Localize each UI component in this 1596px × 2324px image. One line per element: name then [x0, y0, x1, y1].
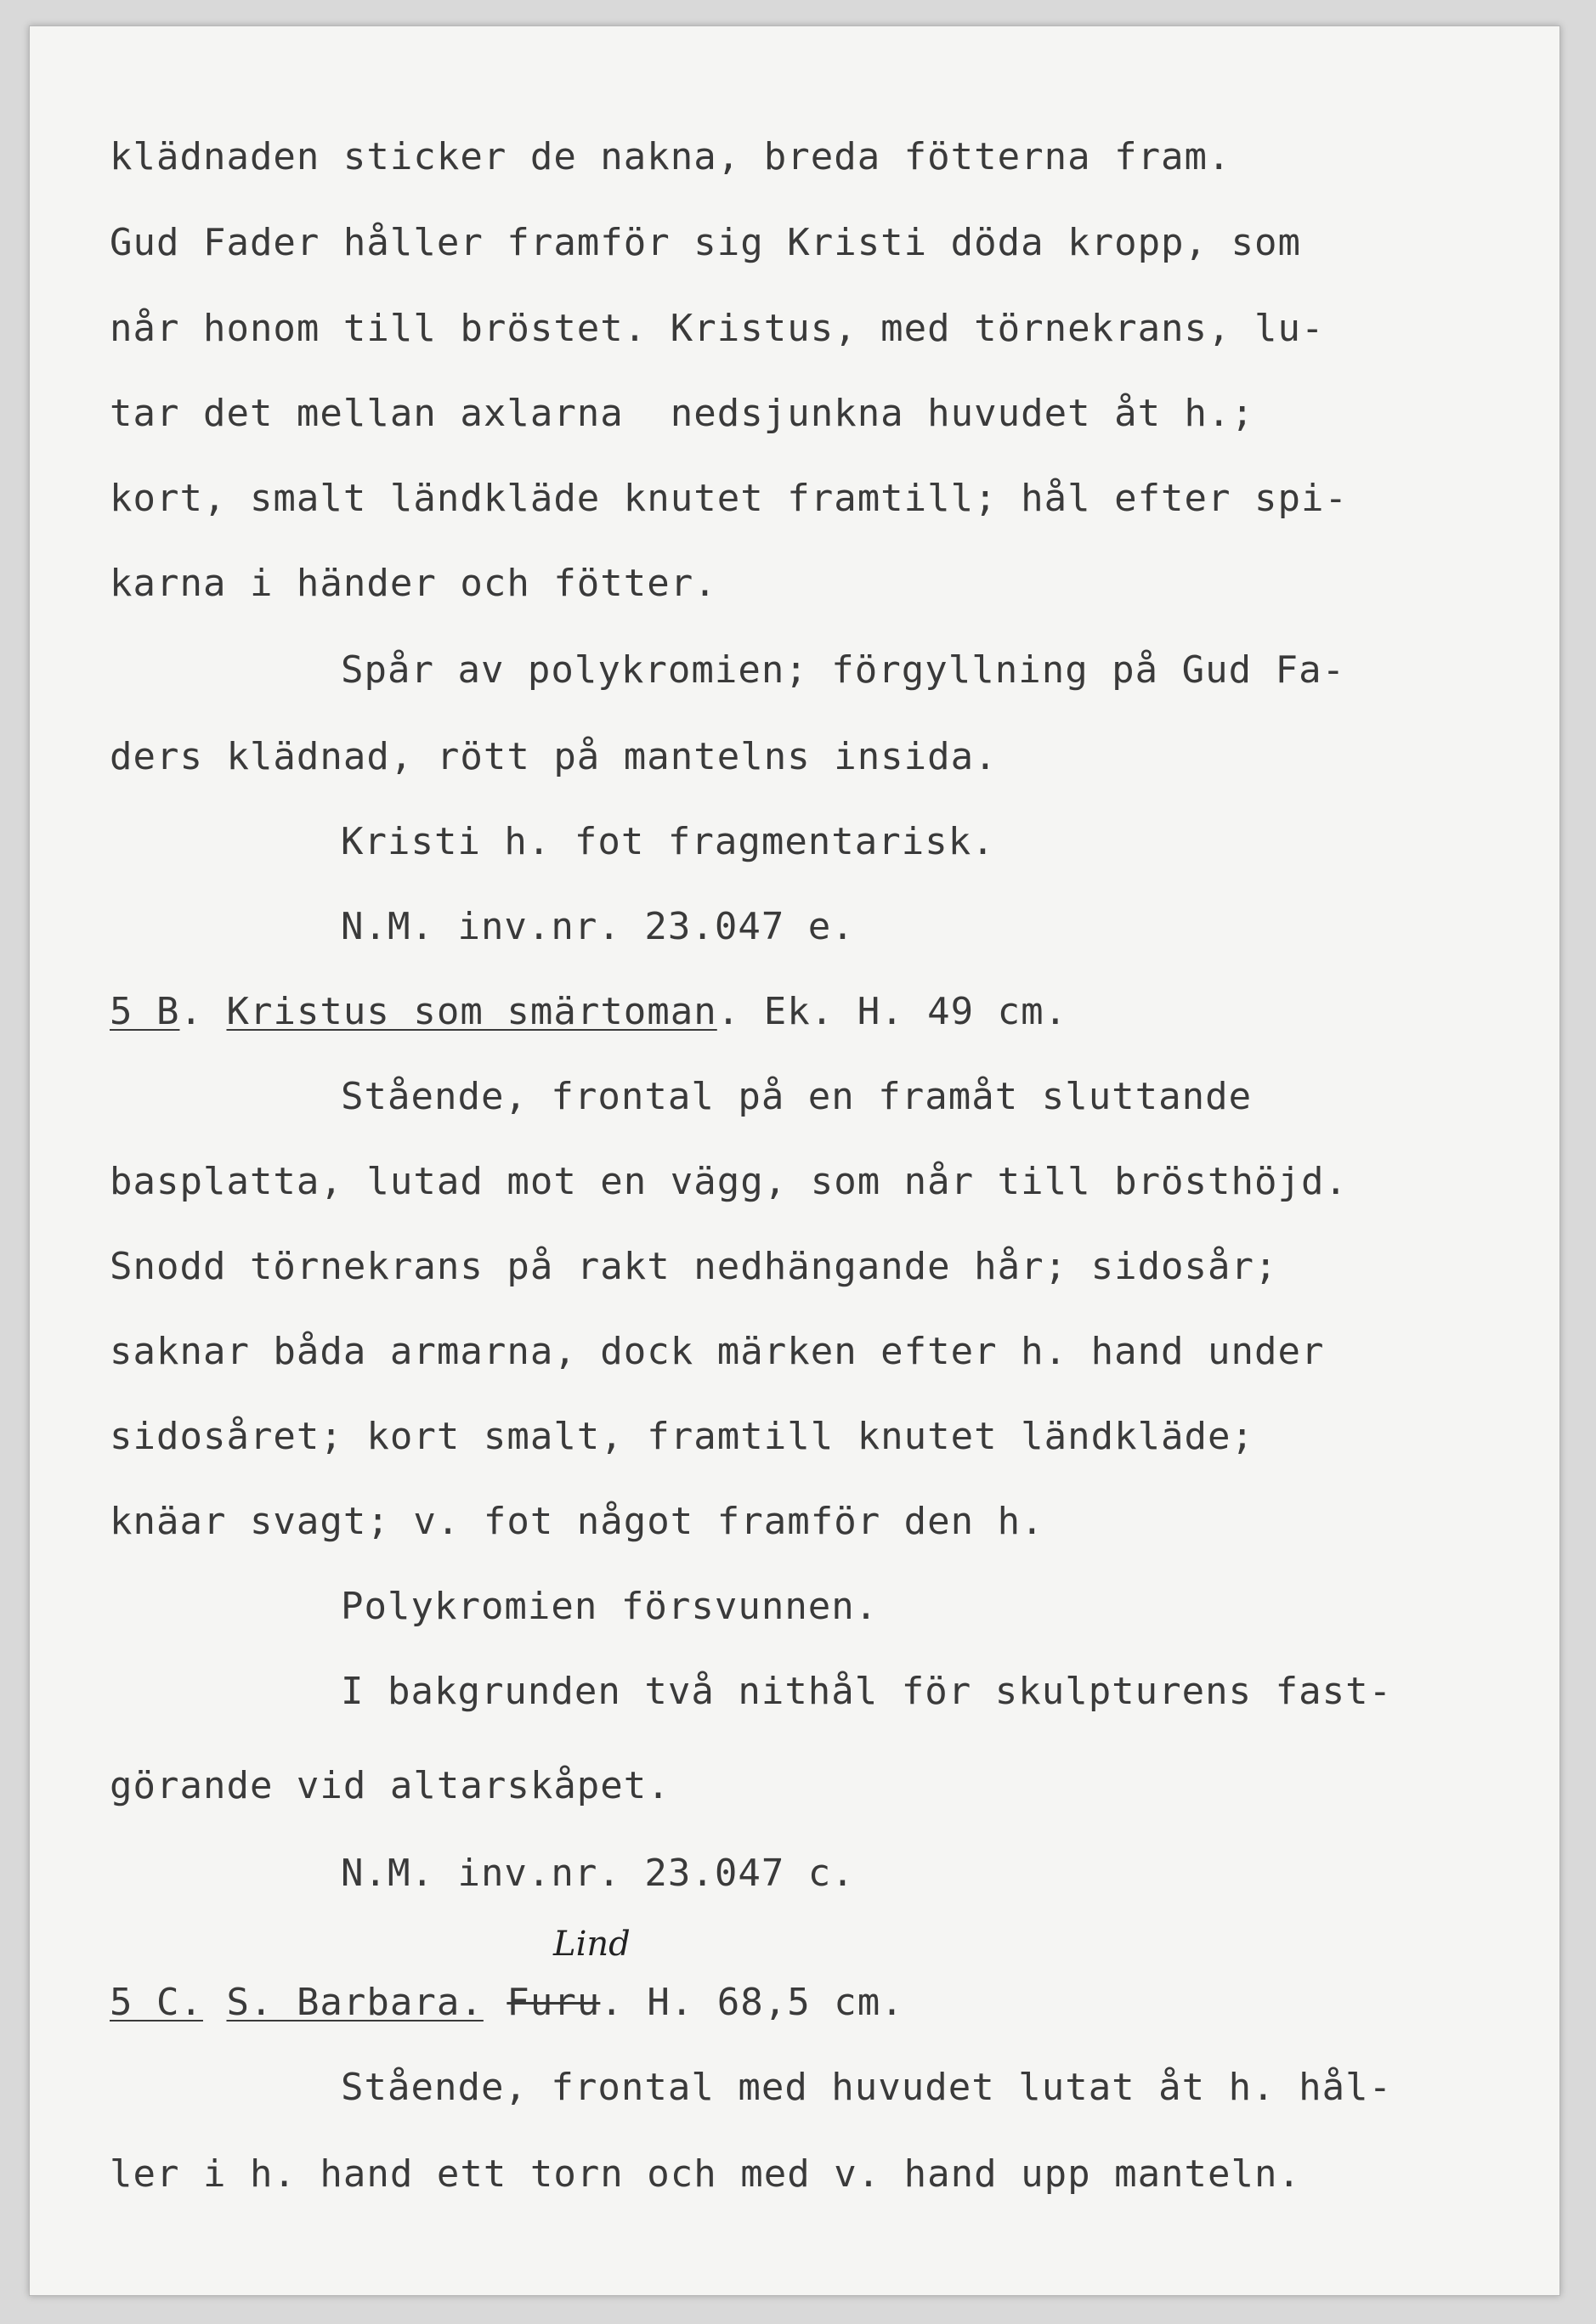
text-line: karna i händer och fötter. — [110, 562, 717, 605]
text-line: klädnaden sticker de nakna, breda fötterna fram. — [110, 135, 1231, 178]
entry-heading-5c — [110, 1981, 904, 2025]
text-line: Spår av polykromien; förgyllning på Gud Fa- — [341, 648, 1346, 692]
entry-title: S. Barbara. — [226, 1981, 484, 2024]
text-line: når honom till bröstet. Kristus, med törnekrans, lu- — [110, 307, 1325, 350]
text-line: Gud Fader håller framför sig Kristi döda kropp, som — [110, 221, 1302, 264]
struck-word: Furu — [507, 1981, 601, 2024]
text-line: Kristi h. fot fragmentarisk. — [341, 820, 995, 863]
inventory-number: N.M. inv.nr. 23.047 c. — [341, 1852, 855, 1895]
text-line: basplatta, lutad mot en vägg, som når till brösthöjd. — [110, 1160, 1348, 1203]
text-line: tar det mellan axlarna nedsjunkna huvudet åt h.; — [110, 392, 1255, 435]
entry-number: 5 B — [110, 990, 180, 1033]
entry-number: 5 C. — [110, 1981, 203, 2024]
text-line: görande vid altarskåpet. — [110, 1764, 671, 1807]
text-line: Stående, frontal med huvudet lutat åt h. hål- — [341, 2066, 1393, 2109]
text-line: Polykromien försvunnen. — [341, 1585, 879, 1628]
text-line: I bakgrunden två nithål för skulpturens fast- — [341, 1670, 1393, 1713]
entry-details: . Ek. H. 49 cm. — [716, 990, 1068, 1033]
entry-details: . H. 68,5 cm. — [600, 1981, 904, 2024]
inventory-number: N.M. inv.nr. 23.047 e. — [341, 905, 855, 948]
entry-title: Kristus som smärtoman — [226, 990, 717, 1033]
handwritten-correction: Lind — [553, 1925, 631, 1964]
text-line: saknar båda armarna, dock märken efter h. hand under — [110, 1330, 1325, 1373]
entry-heading-5b: 5 B. Kristus som smärtoman. Ek. H. 49 cm. — [110, 990, 1068, 1033]
text-line: Stående, frontal på en framåt sluttande — [341, 1075, 1253, 1118]
typewritten-page — [29, 25, 1560, 2296]
text-line: sidosåret; kort smalt, framtill knutet ländkläde; — [110, 1415, 1255, 1458]
text-line: Snodd törnekrans på rakt nedhängande hår; sidosår; — [110, 1245, 1278, 1288]
text-line: knäar svagt; v. fot något framför den h. — [110, 1500, 1044, 1543]
text-line: kort, smalt ländkläde knutet framtill; hål efter spi- — [110, 477, 1348, 520]
text-line: ders klädnad, rött på mantelns insida. — [110, 735, 998, 778]
text-line: ler i h. hand ett torn och med v. hand upp manteln. — [110, 2152, 1302, 2196]
